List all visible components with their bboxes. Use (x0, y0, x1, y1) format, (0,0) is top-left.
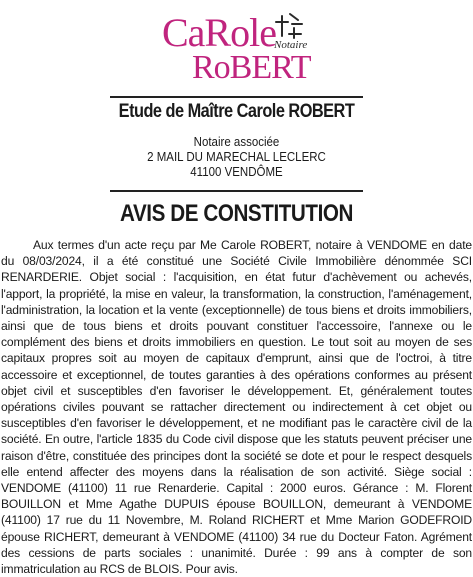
office-street: 2 MAIL DU MARECHAL LECLERC (147, 150, 326, 164)
middle-divider (110, 190, 363, 192)
logo-last-name: RoBERT (192, 49, 311, 86)
office-city: 41100 VENDÔME (190, 165, 283, 179)
notice-title: AVIS DE CONSTITUTION (120, 200, 353, 227)
notary-seal-icon (276, 14, 302, 38)
office-role: Notaire associée (193, 135, 280, 149)
logo-first-name: CaRole (162, 10, 276, 55)
office-name: Etude de Maître Carole ROBERT (118, 101, 355, 122)
notice-body: Aux termes d'un acte reçu par Me Carole ROBERT, notaire à VENDOME en date du 08/03/2024, il a été constitué une Société Civile Immobilière dénommée SCI RENARDERIE. Objet social : l'acquisition, en état futur d'achèvement ou achevés, l'apport, la propriété, la mise en valeur, la transformation, la construction, l'aménagement, l'administration, la location et la vente (exceptionnelle) de tous biens et droits immobiliers, ainsi que de tous biens et droits pouvant constituer l'accessoire, l'annexe ou le complément des biens et droits immobiliers en question. Le tout soit au moyen de ses capitaux propres soit au moyen de capitaux d'emprunt, ainsi que de l'octroi, à titre accessoire et exceptionnel, de toutes garanties à des opérations conformes au présent objet civil et susceptibles d'en favoriser le développement. Et, généralement toutes opérations civiles pouvant se rattacher directement ou indirectement à cet objet ou susceptibles d'en favoriser le développement, et ne modifiant pas le caractère civil de la société. En outre, l'article 1835 du Code civil dispose que les statuts peuvent préciser une raison d'être, constituée des principes dont la société se dote et pour le respect desquels elle entend affecter des moyens dans la réalisation de son activité. Siège social : VENDOME (41100) 11 rue Renarderie. Capital : 2000 euros. Gérance : M. Florent BOUILLON et Mme Agathe DUPUIS épouse BOUILLON, demeurant à VENDOME (41100) 17 rue du 11 Novembre, M. Roland RICHERT et Mme Marion GODEFROID épouse RICHERT, demeurant à VENDOME (41100) 34 rue du Docteur Faton. Agrément des cessions de parts sociales : unanimité. Durée : 99 ans à compter de son immatriculation au RCS de BLOIS. Pour avis. (1, 238, 472, 577)
top-divider (110, 96, 363, 98)
logo-role: Notaire (274, 39, 308, 51)
notary-logo (158, 6, 318, 86)
